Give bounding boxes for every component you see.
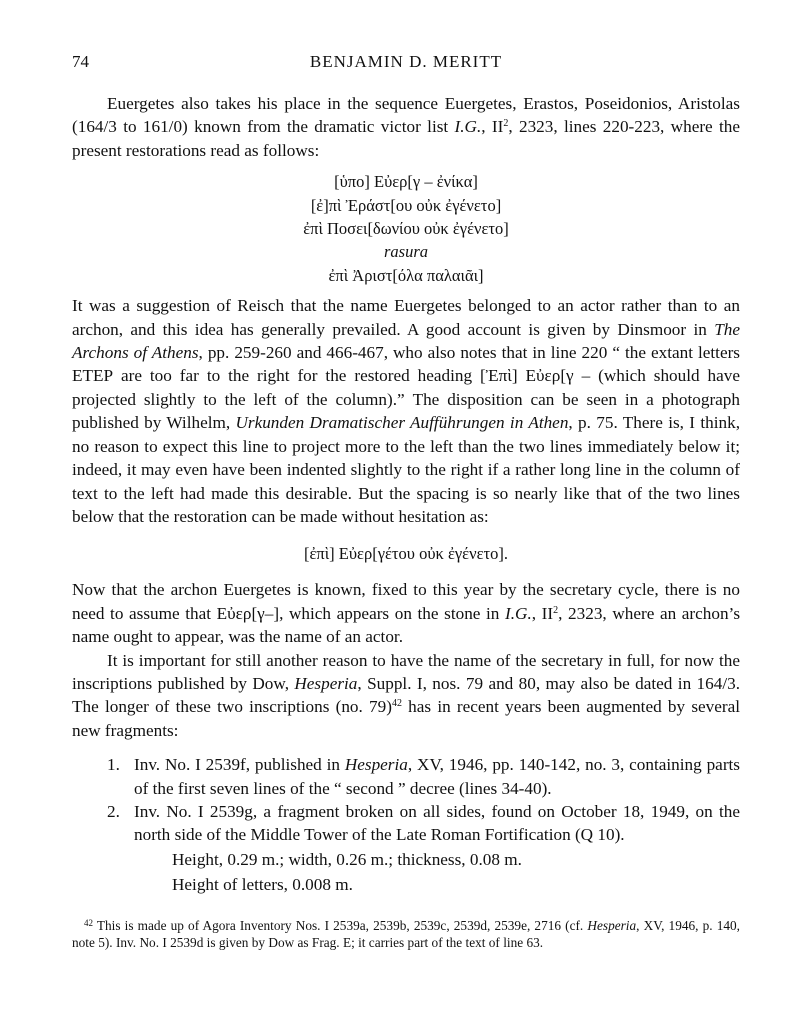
book-title: The Archons of Athens	[72, 319, 740, 363]
greek-inscription-block	[72, 170, 740, 287]
list-text: Inv. No. I 2539g, a fragment broken on all sides, found on October 18, 1949, on the north side of the Middle Tower of the Late Roman Fortification (Q 10).	[134, 801, 740, 845]
page-header	[72, 52, 740, 76]
footnote-ref: 42	[391, 698, 402, 710]
list-text: Inv. No. I 2539f, published in	[134, 755, 345, 775]
superscript: 2	[503, 118, 509, 130]
fragment-list	[72, 753, 740, 847]
list-number: 2.	[107, 801, 120, 821]
paragraph-text: has in recent years been augmented by several new fragments:	[72, 697, 740, 740]
journal-title: Hesperia	[587, 917, 637, 933]
paragraph-text: , II	[531, 603, 554, 623]
paragraph-text: , p. 75. There is, I think, no reason to expect this line to project more to the left than the two lines immediately below it; indeed, it may even have been indented slightly to the right if a rather long line in the column of text to the left had made this desirable. But the spacing is so nearly like that of the two lines below that the restoration can be made without hesitation as:	[72, 413, 740, 526]
paragraph-text: , Suppl. I, nos. 79 and 80, may also be dated in 164/3. The longer of these two inscriptions (no. 79)	[72, 673, 740, 717]
paragraph-text: , 2323, where an archon’s name ought to appear, was the name of an actor.	[72, 603, 741, 647]
paragraph-2	[72, 294, 740, 528]
paragraph-text: , 2323, lines 220-223, where the present restorations read as follows:	[72, 117, 740, 160]
dimension-line: Height of letters, 0.008 m.	[172, 874, 353, 894]
dimension-line: Height, 0.29 m.; width, 0.26 m.; thickness, 0.08 m.	[172, 849, 522, 869]
paragraph-text: , II	[481, 117, 504, 137]
running-head: BENJAMIN D. MERITT	[309, 52, 503, 71]
list-text: , XV, 1946, pp. 140-142, no. 3, containing parts of the first seven lines of the “ second ” decree (lines 34-40).	[134, 755, 741, 798]
paragraph-4	[72, 649, 740, 743]
paragraph-text: Euergetes also takes his place in the sequence Euergetes, Erastos, Poseidonios, Aristolas (164/3 to 161/0) known from the dramatic victor list	[72, 94, 740, 137]
paragraph-1	[72, 92, 740, 162]
paragraph-text: It is important for still another reason to have the name of the secretary in full, for now the inscriptions published by Dow,	[72, 650, 740, 693]
footnote-number: 42	[84, 917, 93, 928]
citation-ig: I.G.	[505, 603, 532, 623]
footnote-text: , XV, 1946, p. 140, note 5). Inv. No. I 2539d is given by Dow as Frag. E; it carries part of the text of line 63.	[72, 917, 740, 951]
book-title: Urkunden Dramatischer Aufführungen in Athen	[235, 413, 569, 433]
page	[72, 52, 740, 952]
greek-line: ἐπὶ Ποσει[δωνίου οὐκ ἐγένετο]	[303, 219, 509, 239]
greek-line: [ὑπο] Εὐερ[γ – ἐνίκα]	[334, 172, 478, 192]
greek-line: ἐπὶ Ἀριστ[όλα παλαιᾶι]	[328, 265, 484, 285]
list-item	[72, 800, 740, 847]
page-number: 74	[72, 52, 89, 71]
journal-title: Hesperia	[294, 673, 358, 693]
footnote	[72, 917, 740, 952]
footnote-text: This is made up of Agora Inventory Nos. I 2539a, 2539b, 2539c, 2539d, 2539e, 2716 (cf.	[93, 917, 588, 933]
paragraph-text: , pp. 259-260 and 466-467, who also notes that in line 220 “ the extant letters ΕΤΕΡ are too far to the right for the restored heading [Ἐπὶ] Εὐερ[γ – (which should have projected slightly to the left of the column).” The disposition can be seen in a photograph published by Wilhelm,	[72, 343, 740, 433]
rasura-line: rasura	[383, 242, 428, 262]
citation-ig: I.G.	[454, 117, 482, 137]
paragraph-text: It was a suggestion of Reisch that the name Euergetes belonged to an actor rather than to an archon, and this idea has generally prevailed. A good account is given by Dinsmoor in	[72, 296, 740, 339]
paragraph-3	[72, 578, 740, 648]
journal-title: Hesperia	[344, 755, 408, 775]
greek-line: [ἐ]πὶ Ἐράστ[ου οὐκ ἐγένετο]	[310, 195, 502, 215]
superscript: 2	[553, 604, 559, 616]
list-number: 1.	[107, 755, 120, 775]
greek-restoration: [ἐπὶ] Εὐερ[γέτου οὐκ ἐγένετο].	[303, 544, 508, 564]
list-item	[72, 753, 740, 800]
paragraph-text: Now that the archon Euergetes is known, fixed to this year by the secretary cycle, there is no need to assume that Εὐερ[γ–], which appears on the stone in	[72, 580, 740, 623]
dimensions-block	[72, 847, 740, 897]
